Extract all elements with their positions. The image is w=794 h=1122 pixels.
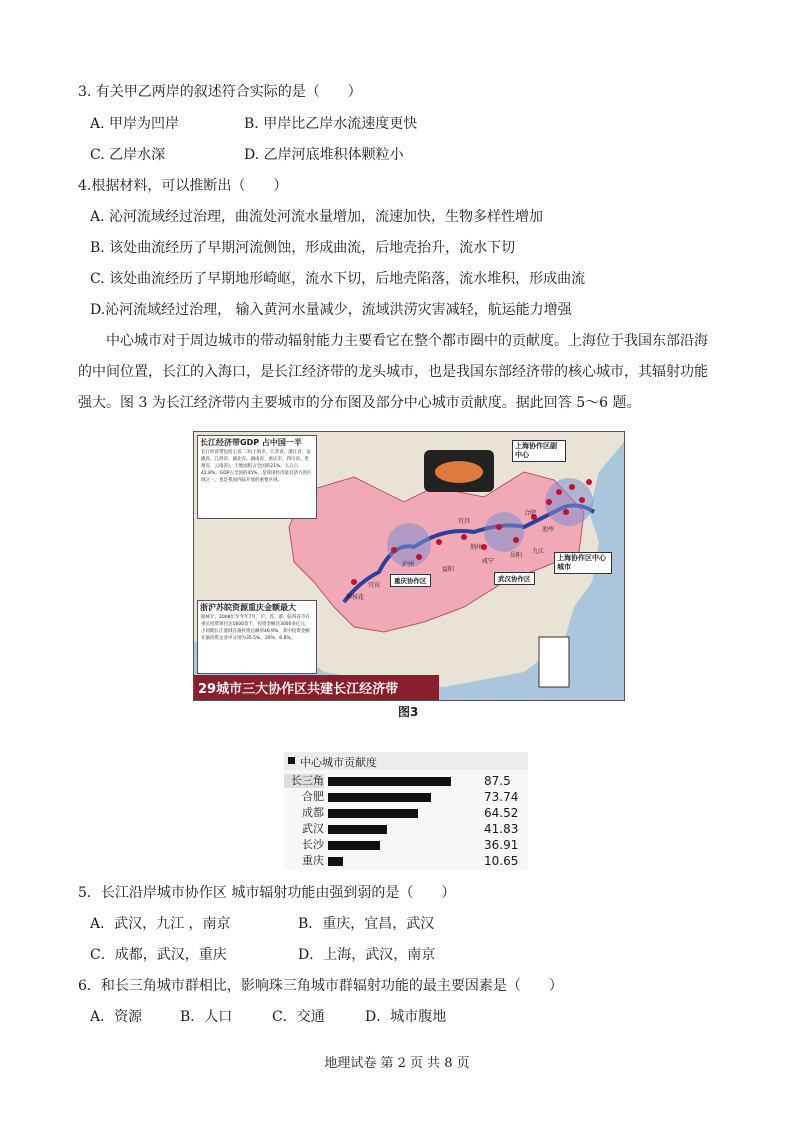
city-label-chizhou: 池州 (542, 526, 555, 533)
city-label-luzhou: 泸州 (402, 561, 415, 568)
category-label: 重庆 (302, 854, 324, 867)
city-label-jiujiang: 九江 (532, 548, 545, 555)
city-dot (513, 537, 519, 543)
label-chongqing-zone: 重庆协作区 (390, 574, 431, 587)
category-label: 武汉 (302, 822, 324, 835)
page-footer: 地理试卷 第 2 页 共 8 页 (324, 1056, 470, 1071)
handshake-hands (435, 461, 483, 483)
bar (328, 809, 418, 818)
city-dot (586, 479, 592, 485)
q4-option-b: B. 该处曲流经历了早期河流侧蚀，形成曲流，后地壳抬升，流水下切 (90, 240, 516, 256)
city-label-yichang: 宜昌 (458, 518, 471, 525)
city-dot (546, 499, 552, 505)
contribution-chart (284, 752, 528, 870)
figure-caption: 图3 (398, 705, 419, 719)
city-label-yibin: 宜宾 (368, 582, 381, 589)
bar (328, 825, 387, 834)
q6-stem: 6．和长三角城市群相比，影响珠三角城市群辐射功能的最主要因素是（ ） (78, 978, 563, 994)
q5-option-c: C．成都，武汉，重庆 (90, 947, 227, 963)
wuhan-zone-circle (484, 512, 524, 552)
chart-title-square-icon (288, 757, 295, 764)
city-dot (461, 534, 467, 540)
q3-option-c: C. 乙岸水深 (90, 147, 166, 163)
category-label: 长三角 (284, 774, 324, 788)
value-label: 87.5 (484, 774, 511, 788)
q4-option-c: C. 该处曲流经历了早期地形崎岖，流水下切，后地壳陷落，流水堆积，形成曲流 (90, 271, 586, 287)
q6-option-d: D．城市腹地 (365, 1009, 447, 1025)
info-box-investment (197, 600, 317, 674)
chart-title-bar (284, 752, 528, 770)
q3-option-b: B. 甲岸比乙岸水流速度更快 (244, 116, 418, 132)
bar (328, 841, 380, 850)
q6-option-b: B．人口 (180, 1009, 233, 1025)
label-shanghai-center: 上海协作区中心城市 (554, 552, 612, 574)
category-label: 长沙 (302, 838, 324, 851)
q4-option-d: D.沁河流域经过治理， 输入黄河水量减少，流域洪涝灾害减轻，航运能力增强 (90, 302, 572, 318)
q5-stem: 5．长江沿岸城市协作区 城市辐射功能由强到弱的是（ ） (78, 885, 456, 901)
value-label: 10.65 (484, 854, 519, 868)
bar (328, 777, 451, 786)
label-wuhan-zone: 武汉协作区 (494, 572, 535, 585)
city-dot (563, 509, 569, 515)
value-label: 64.52 (484, 806, 519, 820)
city-dot (436, 539, 442, 545)
info-box-gdp-text: 长江经济带包括七省二市(上海市、江苏省、浙江省、安徽省、江西省、湖北省、湖南省、重庆市、四川省、贵州省、云南省)，土地面积占全国的21%，人口占42.8%，GDP占全国的45%，是我国经济最具活力的区域之一，也是我国内陆开放的重要区域。 (201, 450, 312, 483)
category-label: 合肥 (302, 790, 324, 803)
city-label-hefei: 合肥 (524, 510, 537, 517)
city-dot (416, 554, 422, 560)
city-label-jingzhou: 荆州 (470, 544, 483, 551)
q4-stem: 4.根据材料，可以推断出（ ） (78, 178, 288, 194)
city-dot (569, 484, 575, 490)
q3-option-a: A. 甲岸为凹岸 (90, 116, 180, 132)
q6-option-a: A．资源 (90, 1009, 143, 1025)
city-label-yueyang: 岳阳 (510, 552, 523, 559)
chart-title: 中心城市贡献度 (300, 756, 377, 769)
city-label-panzhihua: 攀枝花 (346, 594, 365, 601)
south-china-sea-inset (539, 637, 569, 687)
city-dot (556, 489, 562, 495)
q3-stem: 3. 有关甲乙两岸的叙述符合实际的是（ ） (78, 84, 362, 100)
value-label: 36.91 (484, 838, 519, 852)
map-banner-title: 29城市三大协作区共建长江经济带 (198, 682, 399, 697)
q6-option-c: C．交通 (272, 1009, 325, 1025)
shanghai-zone-circle (545, 478, 593, 526)
category-label: 成都 (302, 806, 324, 819)
label-shanghai-subcenter: 上海协作区副中心 (512, 440, 566, 462)
city-dot (351, 579, 357, 585)
city-dot (391, 547, 397, 553)
value-label: 41.83 (484, 822, 519, 836)
q4-option-a: A. 沁河流域经过治理，曲流处河流水量增加，流速加快，生物多样性增加 (90, 209, 544, 225)
info-box-investment-text: 据统计，2008年至今年7月，沪、苏、浙、皖四省市在重庆投资项目达1600余个，投资金额达3000多亿元，占同期长江流域在渝投资总额的46.9%，其中投资金额在渝投资企业中分别为35.5%、30%、6.8%。 (201, 615, 310, 641)
city-label-yiyang: 益阳 (442, 566, 455, 573)
q5-option-d: D．上海，武汉，南京 (298, 947, 436, 963)
q5-option-a: A．武汉，九江 ，南京 (90, 916, 231, 932)
q5-option-b: B．重庆，宜昌，武汉 (298, 916, 435, 932)
info-box-investment-title: 浙沪苏皖资源重庆金额最大 (200, 603, 296, 612)
info-box-gdp-title: 长江经济带GDP 占中国一半 (200, 438, 302, 447)
intro-paragraph: 中心城市对于周边城市的带动辐射能力主要看它在整个都市圈中的贡献度。上海位于我国东部沿海的中间位置，长江的入海口，是长江经济带的龙头城市，也是我国东部经济带的核心城市，其辐射功能强大。图 3 为长江经济带内主要城市的分布图及部分中心城市贡献度。据此回答 5～6 题。 (78, 333, 708, 411)
bar (328, 793, 431, 802)
q3-option-d: D. 乙岸河底堆积体颗粒小 (244, 147, 404, 163)
city-dot (579, 497, 585, 503)
info-box-gdp (197, 435, 317, 519)
city-label-xianning: 咸宁 (482, 558, 495, 565)
map-figure (193, 431, 625, 701)
city-dot (496, 524, 502, 530)
bar (328, 857, 343, 866)
value-label: 73.74 (484, 790, 519, 804)
